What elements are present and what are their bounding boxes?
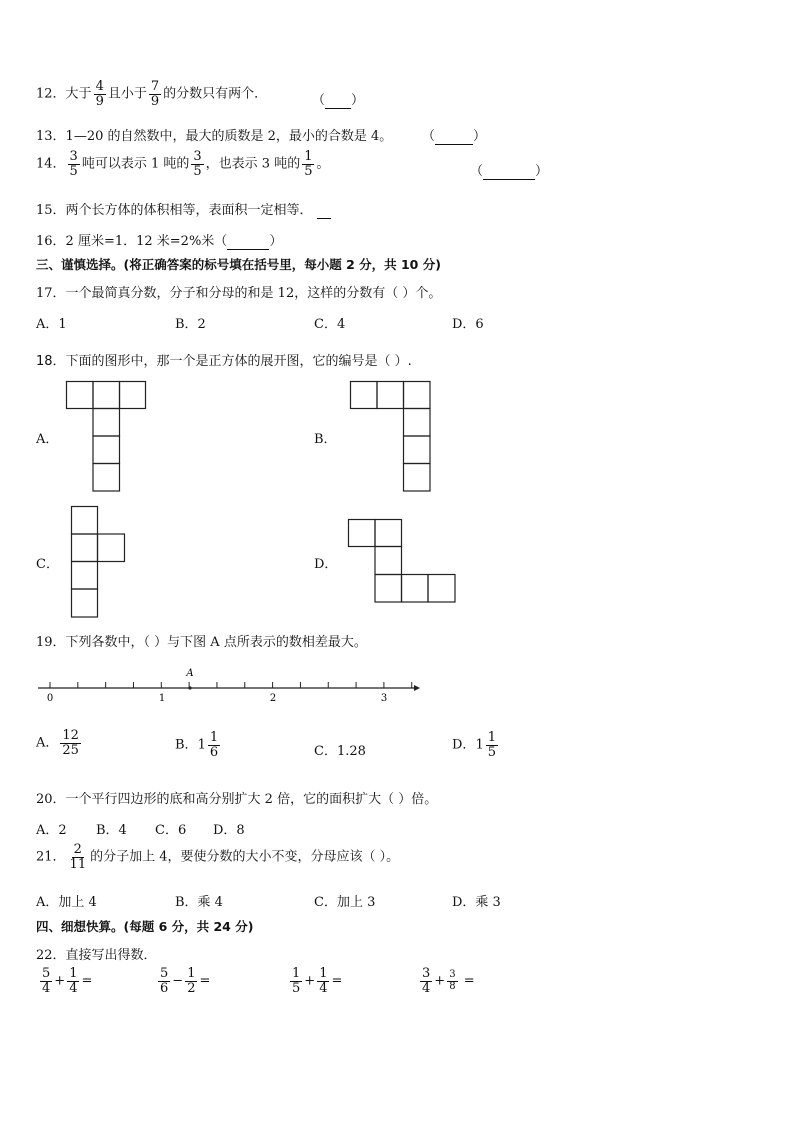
option-c[interactable]: C．1.28 xyxy=(314,744,366,759)
fraction: $\frac{2}{11}$ xyxy=(69,842,87,872)
tick-label-1: 1 xyxy=(158,693,166,704)
answer-blank[interactable]: （ ） xyxy=(312,93,365,108)
question-20: 20．一个平行四边形的底和高分别扩大 2 倍，它的面积扩大（ ）倍。 xyxy=(36,792,438,807)
q12-text-post: 的分数只有两个． xyxy=(163,86,268,102)
question-21: 21． $\frac{2}{11}$ 的分子加上 4，要使分数的大小不变，分母应该（ ）。 xyxy=(36,842,400,872)
option-c[interactable]: C．加上 3 xyxy=(314,895,376,910)
option-a[interactable]: A．2 xyxy=(36,823,67,838)
question-18: 18．下面的图形中，那一个是正方体的展开图，它的编号是（ ）. xyxy=(36,354,412,369)
option-b[interactable]: B．1 $\frac{1}{6}$ xyxy=(175,730,219,760)
question-19: 19．下列各数中，（ ）与下图 A 点所表示的数相差最大。 xyxy=(36,635,367,650)
option-d[interactable]: D．1 $\frac{1}{5}$ xyxy=(452,730,496,760)
expression-2: $\frac{5}{6}$ − $\frac{1}{2}$ = xyxy=(160,966,211,996)
option-c[interactable]: C．6 xyxy=(155,823,187,838)
question-15: 15．两个长方体的体积相等，表面积一定相等． xyxy=(36,199,331,219)
cube-net-d xyxy=(348,519,456,603)
q14-number: 14． xyxy=(36,156,66,172)
cube-net-c xyxy=(71,506,126,618)
question-17: 17．一个最简真分数，分子和分母的和是 12，这样的分数有（ ）个。 xyxy=(36,286,442,301)
question-14 xyxy=(36,150,330,178)
question-22: 22．直接写出得数． xyxy=(36,948,157,963)
option-c[interactable]: C． xyxy=(36,557,59,572)
q12-text-pre: 大于 xyxy=(65,86,92,102)
fraction: $\frac{1}{5}$ xyxy=(487,730,496,760)
section-4-heading: 四、细想快算。(每题 6 分，共 24 分) xyxy=(36,919,254,934)
question-16: 16．2 厘米=1．12 米=2%米（ ） xyxy=(36,234,283,249)
option-b[interactable]: B．2 xyxy=(175,317,206,332)
expression-4: $\frac{3}{4}$ + $\frac{3}{8}$ = xyxy=(422,966,475,996)
section-3-heading: 三、谨慎选择。(将正确答案的标号填在括号里，每小题 2 分，共 10 分) xyxy=(36,257,441,272)
question-12 xyxy=(36,80,267,108)
option-a[interactable]: A．加上 4 xyxy=(36,895,97,910)
arrow-icon xyxy=(414,685,420,691)
option-a[interactable]: A．1 xyxy=(36,317,67,332)
option-d[interactable]: D． xyxy=(314,557,338,572)
fraction: $\frac{3}{5}$ xyxy=(193,149,202,179)
answer-blank[interactable]: （ ） xyxy=(422,129,487,144)
fraction: $\frac{12}{25}$ xyxy=(62,728,79,758)
fraction: $\frac{4}{9}$ xyxy=(95,79,104,109)
option-b[interactable]: B． xyxy=(314,432,337,447)
fraction: $\frac{1}{6}$ xyxy=(209,730,219,760)
number-line xyxy=(38,664,422,704)
answer-blank[interactable]: （ ） xyxy=(470,164,549,179)
q14-text-1: 吨可以表示 1 吨的 xyxy=(81,156,190,172)
point-a xyxy=(188,686,191,689)
option-d[interactable]: D．6 xyxy=(452,317,484,332)
tick-label-2: 2 xyxy=(269,693,277,704)
tick-label-3: 3 xyxy=(380,693,388,704)
fraction: $\frac{3}{5}$ xyxy=(69,149,78,179)
q12-number: 12． xyxy=(36,86,66,102)
option-b[interactable]: B．4 xyxy=(96,823,127,838)
point-a-label: A xyxy=(186,668,194,679)
cube-net-a xyxy=(66,381,146,492)
question-13: 13．1—20 的自然数中，最大的质数是 2，最小的合数是 4。 xyxy=(36,129,393,144)
q14-text-2: ，也表示 3 吨的 xyxy=(205,156,301,172)
option-c[interactable]: C．4 xyxy=(314,317,346,332)
q12-text-mid: 且小于 xyxy=(107,86,147,102)
option-d[interactable]: D．8 xyxy=(213,823,245,838)
cube-net-b xyxy=(350,381,431,492)
expression-3: $\frac{1}{5}$ + $\frac{1}{4}$ = xyxy=(292,966,343,996)
expression-1: $\frac{5}{4}$ + $\frac{1}{4}$ = xyxy=(42,966,93,996)
answer-blank[interactable] xyxy=(317,203,331,219)
option-a[interactable]: A． xyxy=(36,432,59,447)
fraction: $\frac{1}{5}$ xyxy=(304,149,313,179)
option-a[interactable]: A． $\frac{12}{25}$ xyxy=(36,728,79,758)
tick-label-0: 0 xyxy=(46,693,54,704)
option-d[interactable]: D．乘 3 xyxy=(452,895,501,910)
fraction: $\frac{7}{9}$ xyxy=(150,79,160,109)
option-b[interactable]: B．乘 4 xyxy=(175,895,223,910)
q14-text-3: 。 xyxy=(316,156,330,172)
answer-blank[interactable] xyxy=(227,234,269,250)
